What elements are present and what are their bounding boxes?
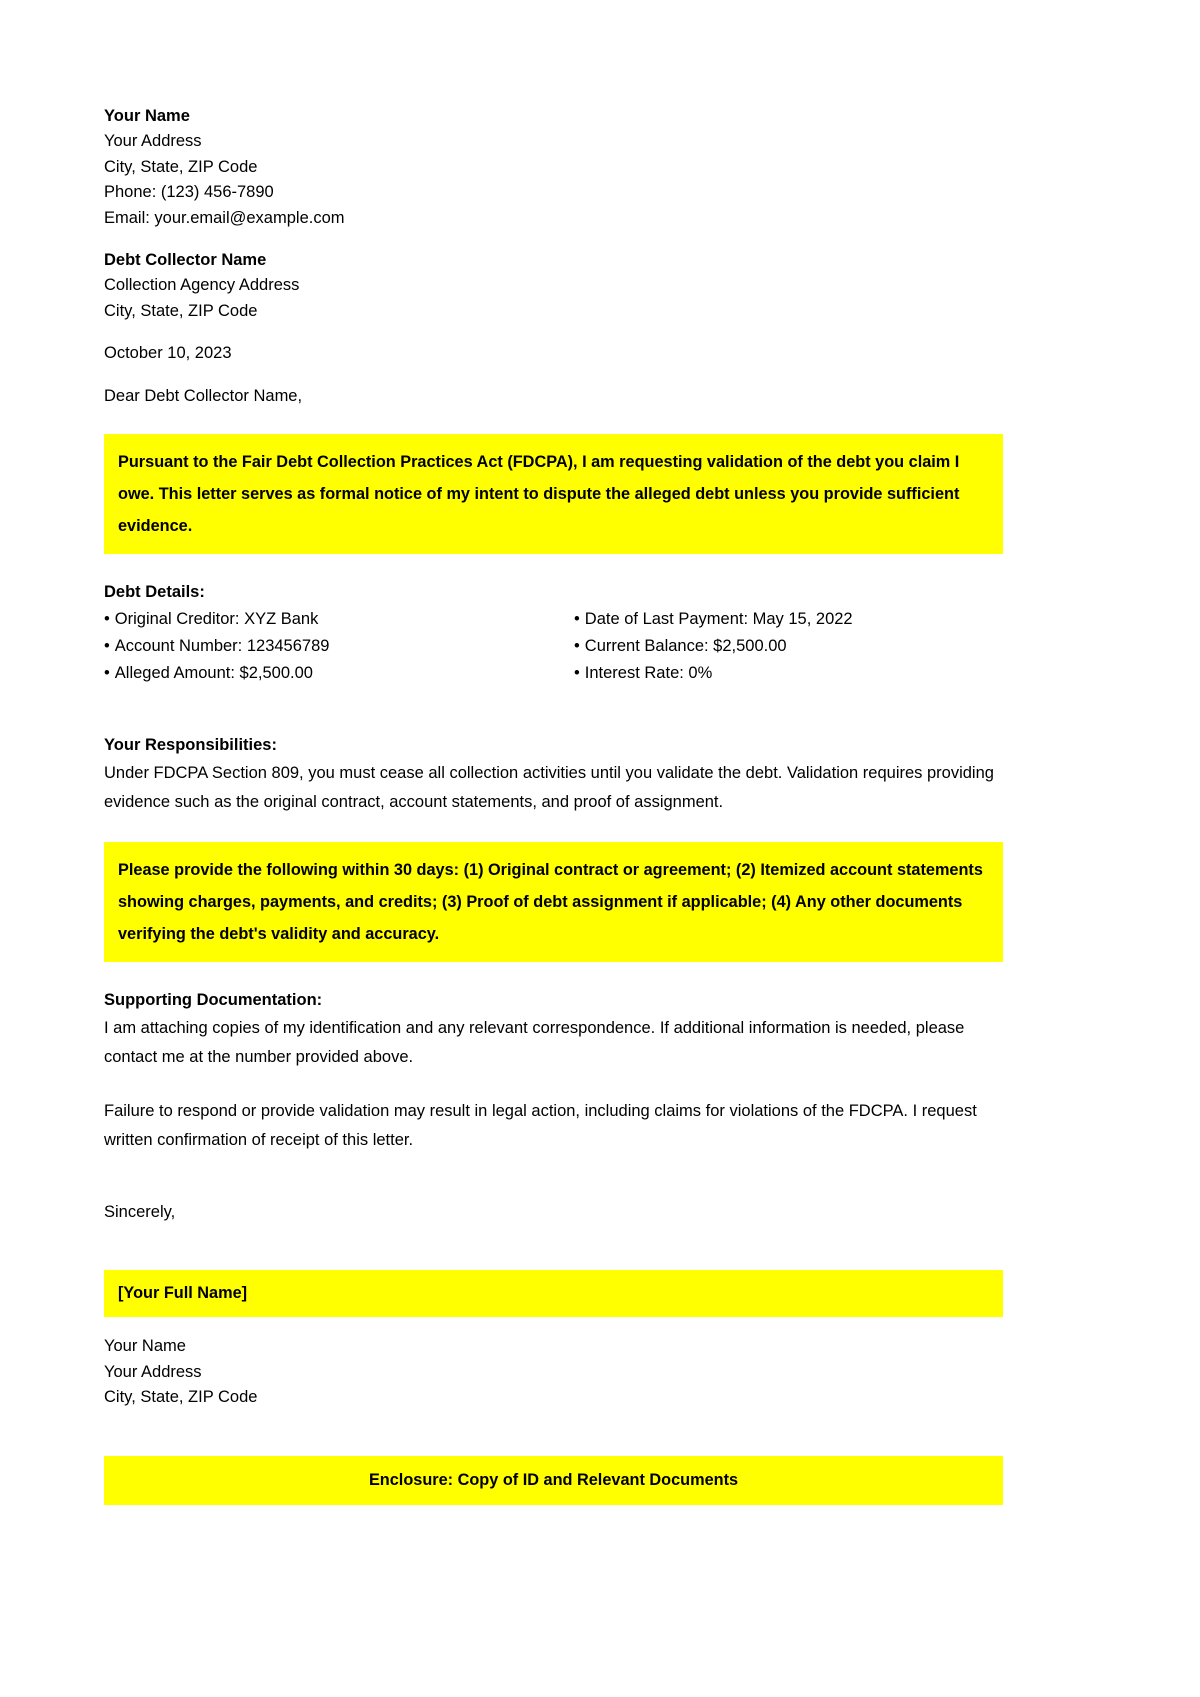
debt-detail-item	[574, 606, 1003, 633]
spacer	[104, 817, 1003, 842]
debt-detail-text: Alleged Amount: $2,500.00	[114, 664, 313, 683]
debt-detail-item	[104, 660, 574, 687]
request-highlight-block: Please provide the following within 30 days: (1) Original contract or agreement; (2) Itemized account statements showing charges, payments, and credits; (3) Proof of debt assignment if applicable; (4) Any other documents verifying the debt's validity and accuracy.	[104, 842, 1003, 962]
bullet-icon: •	[104, 637, 110, 656]
letter-body	[104, 104, 1003, 1505]
spacer	[104, 1155, 1003, 1200]
sender-city-state-zip: City, State, ZIP Code	[104, 157, 258, 176]
debt-detail-text: Date of Last Payment: May 15, 2022	[584, 610, 853, 629]
debt-detail-text: Interest Rate: 0%	[584, 664, 713, 683]
spacer	[104, 1411, 1003, 1456]
closing-city-state-zip: City, State, ZIP Code	[104, 1388, 258, 1407]
supporting-documentation-paragraph: I am attaching copies of my identification and any relevant correspondence. If additional information is needed, please contact me at the number provided above.	[104, 1019, 965, 1067]
enclosure-bar: Enclosure: Copy of ID and Relevant Documents	[104, 1456, 1003, 1505]
debt-detail-text: Current Balance: $2,500.00	[584, 637, 787, 656]
responsibilities-paragraph: Under FDCPA Section 809, you must cease all collection activities until you validate the debt. Validation requires providing evidence such as the original contract, account statements, and proof of assignment.	[104, 764, 994, 812]
spacer	[104, 1317, 1003, 1334]
warning-paragraph: Failure to respond or provide validation may result in legal action, including claims for violations of the FDCPA. I request written confirmation of receipt of this letter.	[104, 1102, 977, 1150]
sender-phone: Phone: (123) 456-7890	[104, 183, 274, 202]
spacer	[104, 554, 1003, 579]
sender-name: Your Name	[104, 107, 190, 125]
debt-detail-item	[104, 606, 574, 633]
spacer	[104, 1225, 1003, 1270]
bullet-icon: •	[574, 610, 580, 629]
spacer	[104, 409, 1003, 434]
debt-detail-item	[574, 660, 1003, 687]
sender-address-block	[104, 104, 1003, 231]
letter-date: October 10, 2023	[104, 344, 232, 363]
debt-details-list	[104, 606, 1003, 687]
bullet-icon: •	[574, 664, 580, 683]
intro-highlight-block: Pursuant to the Fair Debt Collection Practices Act (FDCPA), I am requesting validation of the debt you claim I owe. This letter serves as formal notice of my intent to dispute the alleged debt unless you provide sufficient evidence.	[104, 434, 1003, 554]
debt-detail-text: Original Creditor: XYZ Bank	[114, 610, 319, 629]
sender-email: Email: your.email@example.com	[104, 208, 345, 227]
closing-address-block	[104, 1334, 1003, 1410]
debt-detail-item	[104, 633, 574, 660]
debt-detail-text: Account Number: 123456789	[114, 637, 330, 656]
debt-details-heading: Debt Details:	[104, 583, 205, 602]
spacer	[104, 231, 1003, 248]
spacer	[104, 1072, 1003, 1097]
bullet-icon: •	[104, 664, 110, 683]
spacer	[104, 367, 1003, 384]
recipient-name: Debt Collector Name	[104, 251, 267, 270]
recipient-address-block	[104, 248, 1003, 324]
sign-off: Sincerely,	[104, 1203, 176, 1222]
closing-address: Your Address	[104, 1362, 202, 1381]
salutation: Dear Debt Collector Name,	[104, 386, 303, 405]
spacer	[104, 962, 1003, 987]
bullet-icon: •	[104, 610, 110, 629]
debt-detail-item	[574, 633, 1003, 660]
bullet-icon: •	[574, 637, 580, 656]
recipient-city-state-zip: City, State, ZIP Code	[104, 301, 258, 320]
closing-name: Your Name	[104, 1337, 186, 1356]
responsibilities-heading: Your Responsibilities:	[104, 736, 277, 755]
sender-address: Your Address	[104, 132, 202, 151]
spacer	[104, 324, 1003, 341]
signature-highlight-block: [Your Full Name]	[104, 1270, 1003, 1317]
recipient-address: Collection Agency Address	[104, 276, 300, 295]
supporting-documentation-heading: Supporting Documentation:	[104, 991, 323, 1010]
spacer	[104, 687, 1003, 732]
